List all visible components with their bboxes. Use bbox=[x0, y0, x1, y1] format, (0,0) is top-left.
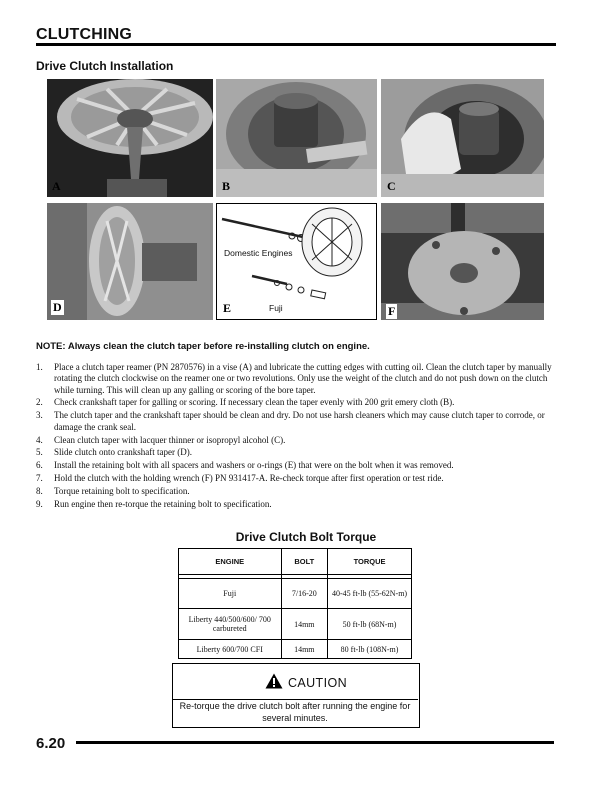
list-item: 5. Slide clutch onto crankshaft taper (D). bbox=[36, 447, 192, 458]
figure-label-a: A bbox=[52, 179, 61, 193]
photo-d-slide-clutch-on bbox=[47, 203, 213, 320]
list-item: 1. Place a clutch taper reamer (PN 2870576) in a vise (A) and lubricate the cutting edges with cutting oil. Clean the clutch taper by manually rotating the clutch clockwise on the reamer one or two revolutions. Only use the weight of the clutch and do not push down on the clutch while turning. This will clean up any galling or scoring of the bore taper. bbox=[36, 362, 552, 395]
photo-f-holding-wrench bbox=[381, 203, 544, 320]
list-item: 3. The clutch taper and the crankshaft taper should be clean and dry. Do not use harsh cleaners which may cause clutch taper to corrode, or damage the crank seal. bbox=[36, 410, 545, 432]
photo-a-reamer-in-vise bbox=[47, 79, 213, 197]
figure-label-b: B bbox=[222, 179, 231, 193]
figure-label-c: C bbox=[387, 179, 396, 193]
page-header-title: CLUTCHING bbox=[36, 26, 133, 43]
photo-b-crankshaft-taper bbox=[216, 79, 377, 197]
photo-c-image bbox=[381, 79, 544, 197]
photo-b-image bbox=[216, 79, 377, 197]
table-header-row bbox=[179, 549, 412, 575]
list-item: 9. Run engine then re-torque the retaining bolt to specification. bbox=[36, 499, 272, 510]
photo-f-image bbox=[381, 203, 544, 320]
column-header-torque: TORQUE bbox=[328, 549, 412, 575]
table-row: Liberty 440/500/600/ 700 carbureted 14mm 50 ft-lb (68N-m) bbox=[179, 609, 412, 640]
page-number: 6.20 bbox=[36, 735, 66, 752]
caution-label: CAUTION bbox=[287, 676, 348, 690]
column-header-bolt: BOLT bbox=[281, 549, 328, 575]
diagram-e-callout-domestic: Domestic Engines bbox=[224, 248, 293, 258]
installation-steps bbox=[36, 362, 556, 512]
list-item: 8. Torque retaining bolt to specification. bbox=[36, 486, 190, 497]
installation-note: NOTE: Always clean the clutch taper before re-installing clutch on engine. bbox=[36, 341, 370, 352]
photo-a-image bbox=[47, 79, 213, 197]
caution-text: Re-torque the drive clutch bolt after running the engine for several minutes. bbox=[179, 701, 411, 723]
figure-label-f: F bbox=[388, 304, 396, 318]
figure-label-d: D bbox=[53, 300, 62, 314]
section-title: Drive Clutch Installation bbox=[36, 59, 174, 73]
photo-c-clean-clutch-taper bbox=[381, 79, 544, 197]
table-row: Fuji 7/16-20 40-45 ft-lb (55-62N-m) bbox=[179, 579, 412, 609]
diagram-e-image bbox=[217, 204, 376, 319]
header-rule bbox=[36, 43, 556, 46]
photo-d-image bbox=[47, 203, 213, 320]
figure-label-e: E bbox=[223, 301, 232, 315]
list-item: 2. Check crankshaft taper for galling or scoring. If necessary clean the taper evenly with 200 grit emery cloth (B). bbox=[36, 397, 455, 408]
table-row: Liberty 600/700 CFI 14mm 80 ft-lb (108N-m) bbox=[179, 640, 412, 659]
list-item: 4. Clean clutch taper with lacquer thinner or isopropyl alcohol (C). bbox=[36, 434, 286, 445]
caution-divider bbox=[172, 699, 418, 700]
column-header-engine: ENGINE bbox=[179, 549, 282, 575]
warning-triangle-icon bbox=[265, 673, 283, 689]
torque-table-title: Drive Clutch Bolt Torque bbox=[235, 530, 377, 544]
caution-heading bbox=[0, 673, 612, 690]
list-item: 7. Hold the clutch with the holding wrench (F) PN 931417-A. Re-check torque after first operation or test ride. bbox=[36, 473, 444, 484]
footer-rule bbox=[76, 741, 554, 744]
diagram-e-callout-fuji: Fuji bbox=[269, 303, 283, 313]
list-item: 6. Install the retaining bolt with all spacers and washers or o-rings (E) that were on the bolt when it was removed. bbox=[36, 460, 454, 471]
diagram-e-bolt-spacers bbox=[216, 203, 377, 320]
torque-table bbox=[178, 548, 412, 659]
